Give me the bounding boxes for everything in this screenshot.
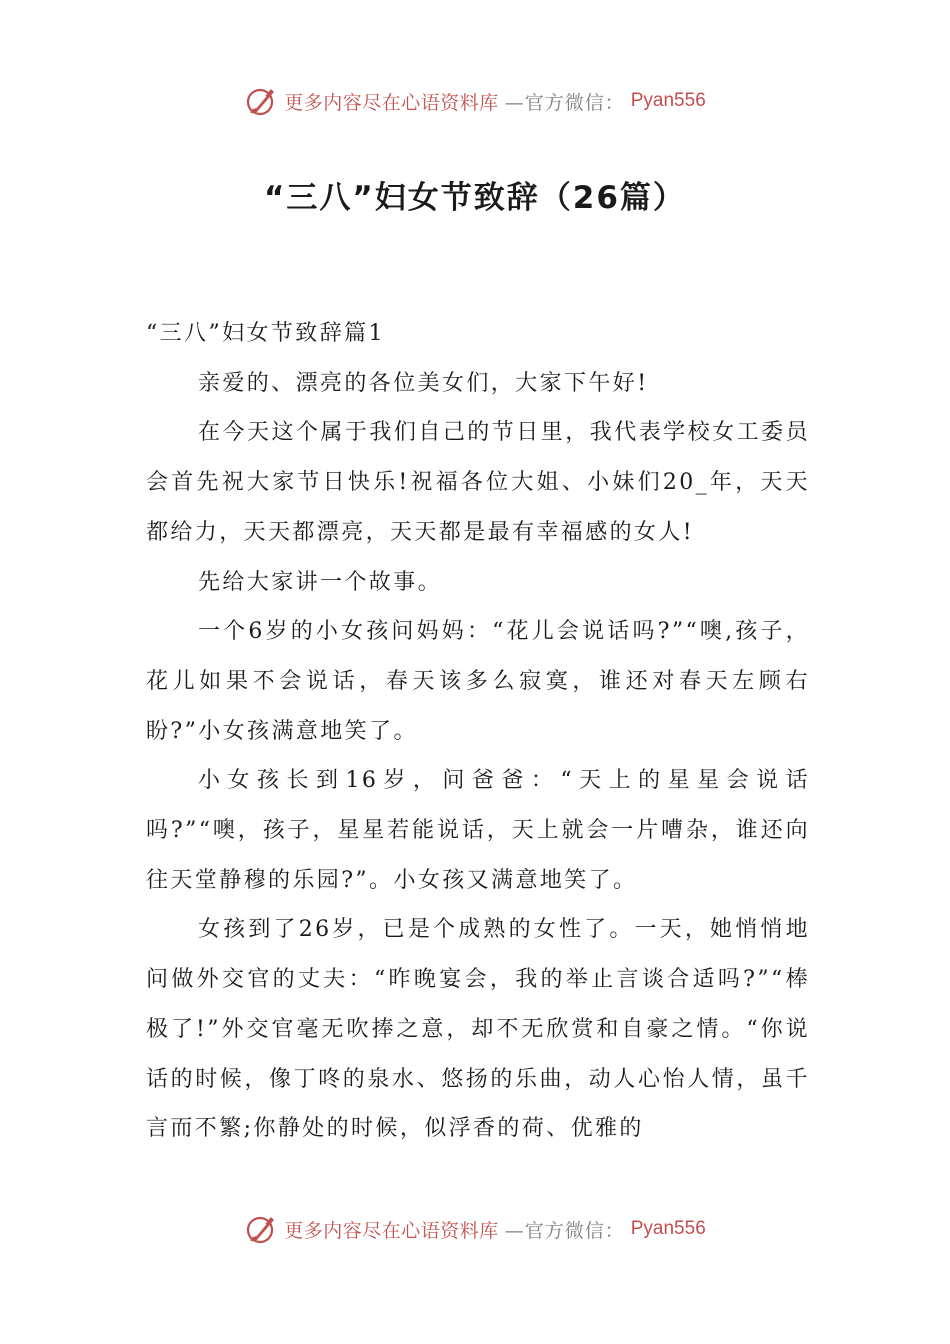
banner-wechat-id: Pyan556 <box>630 1218 706 1239</box>
section-heading: “三八”妇女节致辞篇1 <box>146 321 385 346</box>
banner-text: 更多内容尽在心语资料库 <box>284 1219 499 1242</box>
banner-wechat-label: —官方微信： <box>504 1219 625 1242</box>
paragraph-wishes: 在今天这个属于我们自己的节日里，我代表学校女工委员会首先祝大家节日快乐!祝福各位大姐、小妹们20_年，天天都给力，天天都漂亮，天天都是最有幸福感的女人! <box>146 420 810 545</box>
banner-wechat-id: Pyan556 <box>630 90 706 111</box>
quill-pen-logo-icon <box>244 1212 278 1246</box>
banner-wechat-label: —官方微信： <box>504 91 625 114</box>
document-title: “三八”妇女节致辞（26篇） <box>264 180 686 216</box>
paragraph-story-age-16: 小女孩长到16岁，问爸爸：“天上的星星会说话吗?”“噢，孩子，星星若能说话，天上就会一片嘈杂，谁还向往天堂静穆的乐园?”。小女孩又满意地笑了。 <box>146 768 810 893</box>
document-body <box>146 309 810 1154</box>
footer-banner <box>0 1212 950 1246</box>
paragraph-greeting: 亲爱的、漂亮的各位美女们，大家下午好! <box>198 370 649 396</box>
paragraph-story-age-26: 女孩到了26岁，已是个成熟的女性了。一天，她悄悄地问做外交官的丈夫：“昨晚宴会，我的举止言谈合适吗?”“棒极了!”外交官毫无吹捧之意，却不无欣赏和自豪之情。“你说话的时候，像丁咚的泉水、悠扬的乐曲，动人心怡人情，虽千言而不繁;你静处的时候，似浮香的荷、优雅的 <box>146 917 810 1142</box>
quill-pen-logo-icon <box>244 84 278 118</box>
paragraph-story-intro: 先给大家讲一个故事。 <box>198 569 443 595</box>
banner-text: 更多内容尽在心语资料库 <box>284 91 499 114</box>
header-banner <box>0 84 950 118</box>
paragraph-story-age-6: 一个6岁的小女孩问妈妈：“花儿会说话吗?”“噢,孩子，花儿如果不会说话，春天该多么寂寞，谁还对春天左顾右盼?”小女孩满意地笑了。 <box>146 619 810 744</box>
